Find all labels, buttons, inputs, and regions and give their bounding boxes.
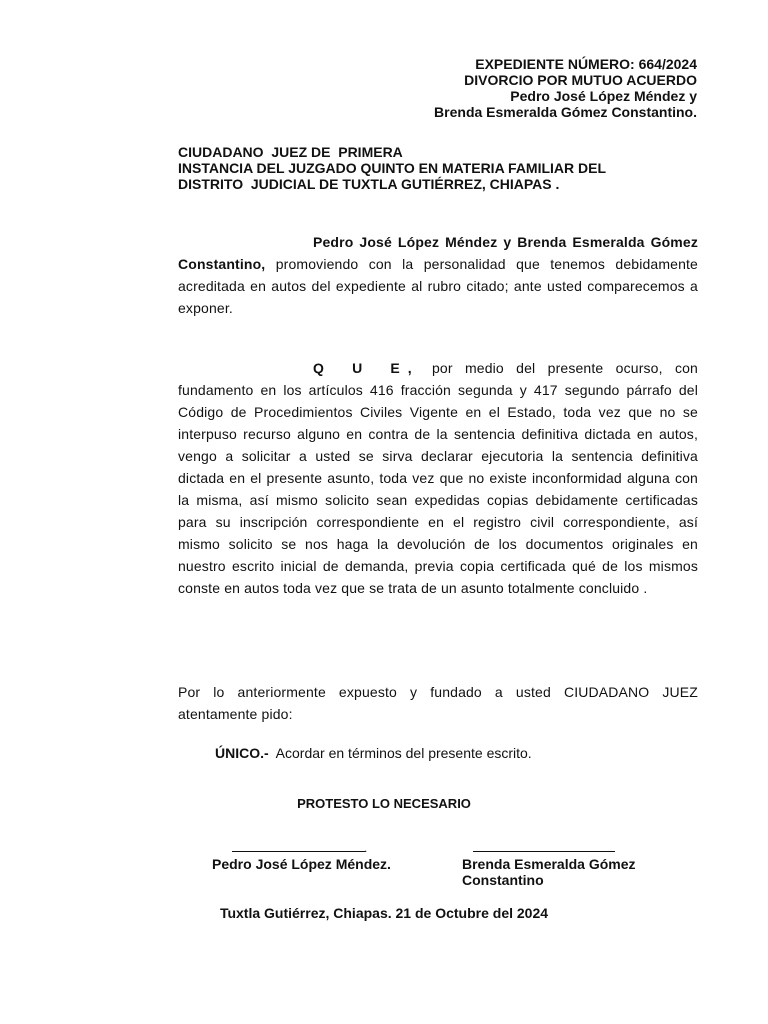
conclusion-text: Por lo anteriormente expuesto y fundado a usted CIUDADANO JUEZ atentamente pido:	[178, 684, 698, 722]
addressee-block	[178, 144, 698, 192]
signature-line-1	[232, 851, 365, 852]
signature-line-2	[473, 851, 615, 852]
party-2: Brenda Esmeralda Gómez Constantino.	[434, 104, 697, 120]
signer-2-name	[462, 856, 636, 888]
case-header	[434, 56, 697, 120]
addressee-line-1: CIUDADANO JUEZ DE PRIMERA	[178, 144, 403, 160]
body-text: por medio del presente ocurso, con fundamento en los artículos 416 fracción segunda y 417 segundo párrafo del Código de Procedimientos Civiles Vigente en el Estado, toda vez que no se interpuso recurso alguno en contra de la sentencia definitiva dictada en autos, vengo a solicitar a usted se sirva declarar ejecutoria la sentencia definitiva dictada en el presente asunto, toda vez que no existe inconformidad alguna con la misma, así mismo solicito sean expedidas copias debidamente certificadas para su inscripción correspondiente en el registro civil correspondiente, así mismo solicito se nos haga la devolución de los documentos originales en nuestro escrito inicial de demanda, previa copia certificada qué de los mismos conste en autos toda vez que se trata de un asunto totalmente concluido .	[178, 360, 698, 596]
request-item	[215, 742, 532, 764]
petitioner-names: Pedro José López Méndez y Brenda Esmeralda Gómez Constantino,	[178, 234, 698, 272]
case-type: DIVORCIO POR MUTUO ACUERDO	[464, 72, 697, 88]
signer-1-name: Pedro José López Méndez.	[212, 856, 391, 872]
signer-2-line-1: Brenda Esmeralda Gómez	[462, 856, 636, 872]
signer-2-line-2: Constantino	[462, 872, 544, 888]
body-paragraph	[178, 357, 698, 599]
request-label: ÚNICO.-	[215, 745, 269, 761]
protesto-heading: PROTESTO LO NECESARIO	[297, 796, 471, 811]
addressee-line-2: INSTANCIA DEL JUZGADO QUINTO EN MATERIA FAMILIAR DEL	[178, 160, 607, 176]
party-1: Pedro José López Méndez y	[510, 88, 697, 104]
addressee-line-3: DISTRITO JUDICIAL DE TUXTLA GUTIÉRREZ, CHIAPAS .	[178, 176, 560, 192]
conclusion-paragraph	[178, 681, 698, 725]
request-text: Acordar en términos del presente escrito.	[268, 745, 532, 761]
intro-paragraph	[178, 231, 698, 319]
intro-text: promoviendo con la personalidad que tenemos debidamente acreditada en autos del expediente al rubro citado; ante usted comparecemos a exponer.	[178, 256, 698, 316]
que-lead: Q U E,	[313, 360, 420, 376]
place-and-date: Tuxtla Gutiérrez, Chiapas. 21 de Octubre del 2024	[219, 905, 549, 921]
signature-dot: .	[364, 841, 368, 855]
case-number: EXPEDIENTE NÚMERO: 664/2024	[475, 56, 697, 72]
